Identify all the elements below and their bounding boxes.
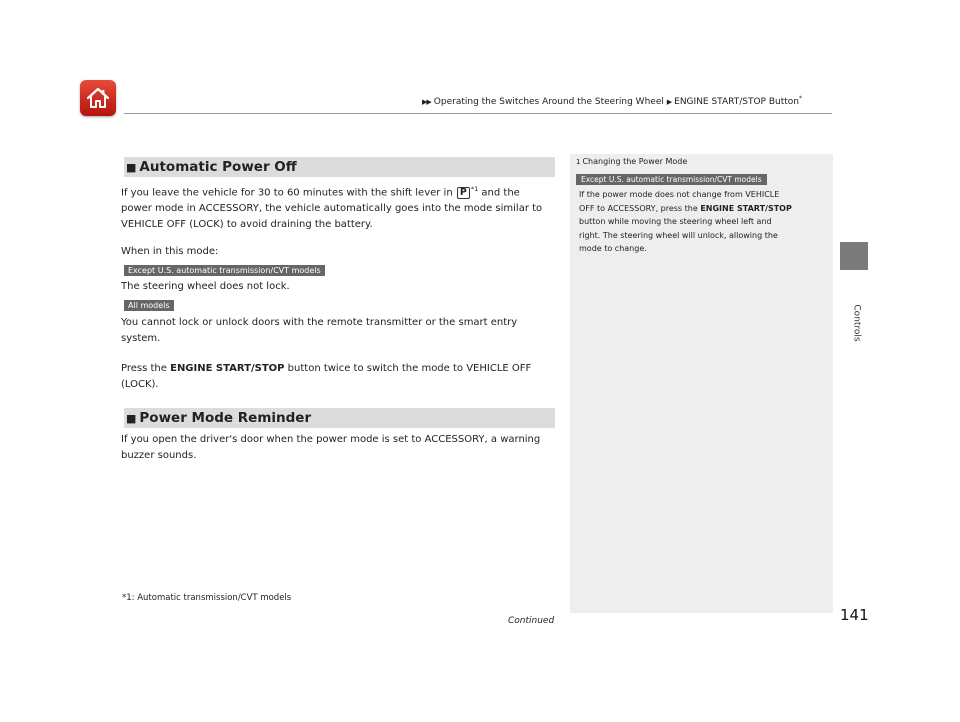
model-tag: Except U.S. automatic transmission/CVT models (576, 174, 767, 185)
section-heading-text: Automatic Power Off (139, 159, 297, 175)
text: system. (121, 333, 161, 344)
text: button twice to switch the mode to VEHICLE OFF (287, 363, 532, 374)
model-tag: Except U.S. automatic transmission/CVT models (124, 265, 325, 276)
section-tab-label: Controls (851, 304, 862, 342)
breadcrumb-item[interactable]: Operating the Switches Around the Steering Wheel (433, 97, 664, 107)
note-ref-number: 1 (576, 158, 581, 166)
section-heading-power-mode-reminder (124, 408, 555, 428)
footnote: *1: Automatic transmission/CVT models (122, 593, 292, 603)
when-label: When in this mode: (121, 246, 219, 257)
text: (LOCK). (121, 379, 159, 390)
text: power mode in ACCESSORY, the vehicle automatically goes into the mode similar to (121, 203, 543, 215)
page-number: 141 (840, 606, 869, 624)
text: VEHICLE OFF (LOCK) to avoid draining the battery. (121, 219, 373, 231)
home-button[interactable] (80, 80, 116, 116)
text: Press the (121, 363, 167, 374)
text: mode to change. (579, 244, 647, 253)
note-title (576, 157, 687, 166)
text: right. The steering wheel will unlock, allowing the (579, 230, 778, 240)
text: OFF to ACCESSORY, press the (579, 203, 698, 213)
text: You cannot lock or unlock doors with the remote transmitter or the smart entry (121, 317, 518, 328)
door-lock-text (121, 315, 561, 347)
breadcrumb-item[interactable]: ENGINE START/STOP Button (674, 97, 799, 107)
footnote-ref[interactable]: *1 (470, 185, 479, 193)
option-mark: * (799, 95, 802, 102)
breadcrumb-arrow-icon: ▶ (666, 98, 672, 106)
header-divider (124, 113, 832, 114)
section-tab-marker[interactable] (840, 242, 868, 270)
text: If the power mode does not change from VEHICLE (579, 190, 780, 199)
note-title-text: Changing the Power Mode (582, 157, 688, 166)
automatic-power-off-paragraph (121, 181, 561, 233)
text: and the (481, 187, 520, 199)
breadcrumb-arrow-icon: ▶▶ (422, 98, 431, 106)
power-mode-reminder-paragraph (121, 432, 561, 464)
square-bullet-icon: ■ (126, 161, 137, 174)
text: button while moving the steering wheel left and (579, 217, 772, 226)
square-bullet-icon: ■ (126, 412, 137, 425)
continued-label: Continued (508, 616, 555, 626)
text: If you open the driver's door when the power mode is set to ACCESSORY, a warning (121, 434, 541, 445)
button-name: ENGINE START/STOP (700, 203, 792, 213)
section-heading-automatic-power-off (124, 157, 555, 177)
button-name: ENGINE START/STOP (170, 363, 285, 374)
breadcrumb (422, 95, 802, 107)
home-icon (86, 87, 110, 109)
press-button-text (121, 361, 561, 393)
note-text (579, 188, 827, 256)
gear-p-icon: P (457, 187, 470, 199)
text: buzzer sounds. (121, 450, 197, 461)
model-tag: All models (124, 300, 174, 311)
steering-lock-text: The steering wheel does not lock. (121, 281, 290, 292)
text: If you leave the vehicle for 30 to 60 minutes with the shift lever in (121, 187, 453, 199)
section-heading-text: Power Mode Reminder (139, 410, 312, 426)
